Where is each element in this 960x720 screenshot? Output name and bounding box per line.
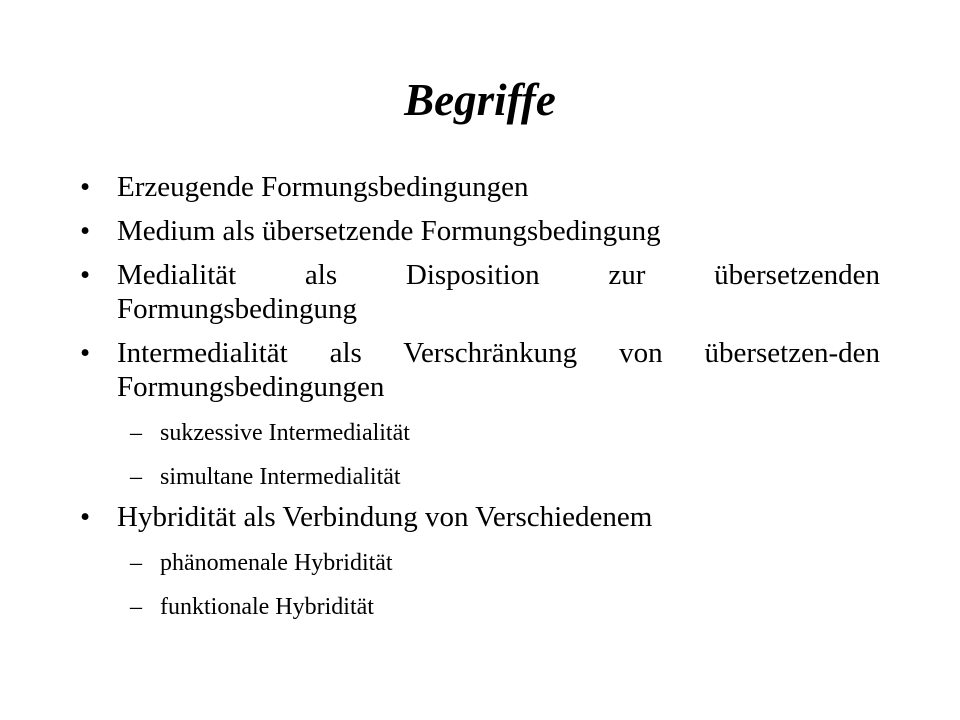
sub-item-text: simultane Intermedialität	[160, 464, 401, 490]
bullet-item	[80, 500, 880, 534]
bullet-icon: •	[80, 259, 91, 291]
dash-icon: –	[130, 594, 142, 620]
sub-item	[80, 418, 880, 448]
bullet-item	[80, 170, 880, 204]
bullet-item	[80, 258, 880, 326]
bullet-item	[80, 336, 880, 404]
bullet-icon: •	[80, 337, 91, 369]
dash-icon: –	[130, 420, 142, 446]
bullet-text: Hybridität als Verbindung von Verschiedenem	[117, 501, 653, 533]
sub-item-text: funktionale Hybridität	[160, 594, 374, 620]
sub-item	[80, 592, 880, 622]
sub-item-text: sukzessive Intermedialität	[160, 420, 410, 446]
dash-icon: –	[130, 550, 142, 576]
bullet-text: Medialität als Disposition zur übersetzenden Formungsbedingung	[117, 259, 880, 325]
bullet-icon: •	[80, 171, 91, 203]
bullet-list	[80, 170, 880, 622]
sub-item	[80, 548, 880, 578]
bullet-icon: •	[80, 501, 91, 533]
bullet-item	[80, 214, 880, 248]
bullet-text: Intermedialität als Verschränkung von übersetzen-den Formungsbedingungen	[117, 337, 880, 403]
slide-title: Begriffe	[404, 75, 556, 125]
bullet-text: Medium als übersetzende Formungsbedingung	[117, 215, 661, 247]
dash-icon: –	[130, 464, 142, 490]
sub-item	[80, 462, 880, 492]
bullet-icon: •	[80, 215, 91, 247]
bullet-text: Erzeugende Formungsbedingungen	[117, 171, 529, 203]
sub-item-text: phänomenale Hybridität	[160, 550, 393, 576]
